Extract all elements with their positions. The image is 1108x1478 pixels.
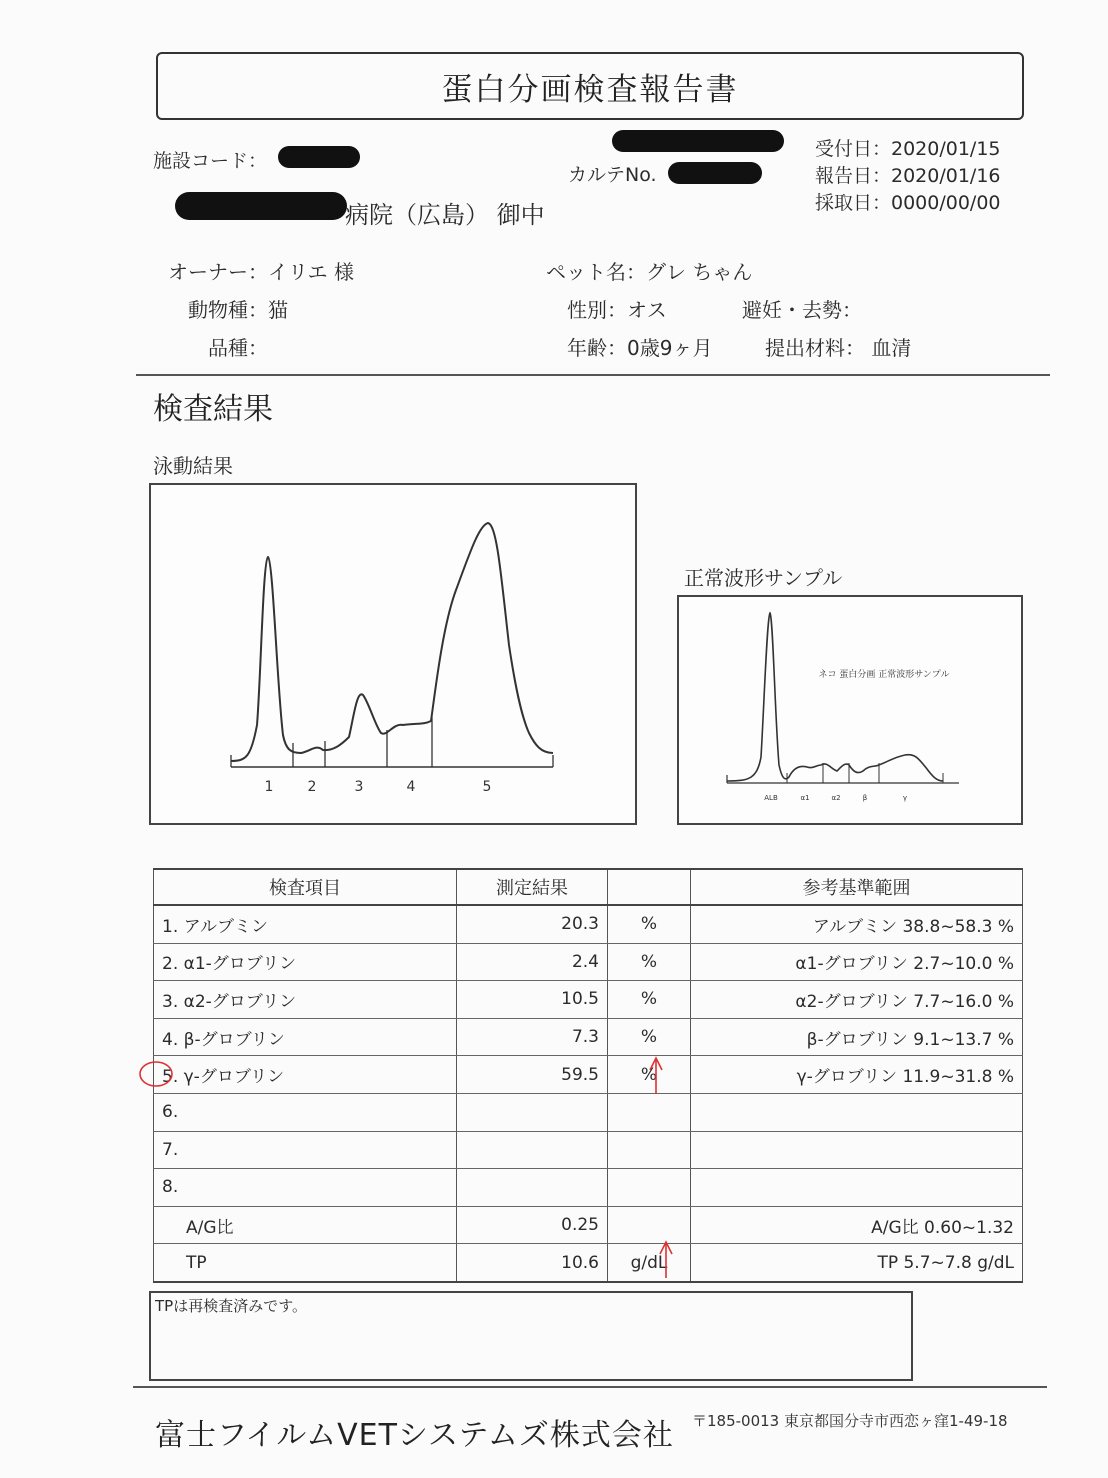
sample-caption: ネコ 蛋白分画 正常波形サンプル xyxy=(818,670,950,680)
sex: 性別：オス xyxy=(567,298,667,322)
row-value: 0.25 xyxy=(457,1206,608,1244)
table-row xyxy=(154,981,1023,1019)
species: 動物種：猫 xyxy=(188,298,288,322)
row-item: 3. α2-グロブリン xyxy=(154,981,457,1019)
row-item: 6. xyxy=(154,1093,457,1131)
divider xyxy=(136,374,1050,376)
row-value: 7.3 xyxy=(457,1018,608,1056)
pet-name: ペット名：グレ ちゃん xyxy=(546,260,753,284)
row-item: TP xyxy=(154,1244,457,1282)
row-ref: β-グロブリン 9.1~13.7 % xyxy=(691,1018,1023,1056)
electrophoresis-chart xyxy=(149,483,637,825)
sample-curve xyxy=(679,597,1021,823)
circle-mark xyxy=(140,1062,172,1086)
tick-label: 2 xyxy=(307,779,317,795)
tick-label: 3 xyxy=(354,779,364,795)
sample-chart xyxy=(677,595,1023,825)
reported-date: 報告日：2020/01/16 xyxy=(815,165,1001,187)
row-ref: α2-グロブリン 7.7~16.0 % xyxy=(691,981,1023,1019)
row-value: 2.4 xyxy=(457,943,608,981)
row-ref: γ-グロブリン 11.9~31.8 % xyxy=(691,1056,1023,1094)
company-name: 富士フイルムVETシステムズ株式会社 xyxy=(155,1418,674,1453)
row-unit: % xyxy=(608,905,691,943)
collected-date: 採取日：0000/00/00 xyxy=(815,192,1001,214)
redacted-facility-code xyxy=(278,146,360,168)
row-value: 10.5 xyxy=(457,981,608,1019)
tick-label: 4 xyxy=(406,779,416,795)
owner: オーナー：イリエ 様 xyxy=(168,260,354,284)
table-header xyxy=(154,869,1023,905)
neuter: 避妊・去勢： xyxy=(742,298,862,322)
tick-label: 5 xyxy=(482,779,492,795)
row-ref: A/G比 0.60~1.32 xyxy=(691,1206,1023,1244)
sample-tick-label: β xyxy=(862,794,868,802)
row-ref: アルブミン 38.8~58.3 % xyxy=(691,905,1023,943)
report-title: 蛋白分画検査報告書 xyxy=(441,72,739,108)
up-arrow-icon xyxy=(650,1058,662,1094)
table-row xyxy=(154,905,1023,943)
received-date: 受付日：2020/01/15 xyxy=(815,138,1001,160)
redacted-karte-no xyxy=(668,162,762,184)
up-arrow-icon xyxy=(660,1242,672,1278)
electrophoresis-title: 泳動結果 xyxy=(153,454,233,478)
sample-title: 正常波形サンプル xyxy=(684,566,843,590)
header-ref: 参考基準範囲 xyxy=(691,869,1023,905)
handwritten-marks xyxy=(130,1040,690,1300)
redacted-id xyxy=(612,130,784,152)
row-item: 1. アルブミン xyxy=(154,905,457,943)
electrophoresis-line xyxy=(231,523,553,761)
header-unit xyxy=(608,869,691,905)
sample-tick-label: ALB xyxy=(764,794,778,802)
tick-label: 1 xyxy=(264,779,274,795)
row-ref: α1-グロブリン 2.7~10.0 % xyxy=(691,943,1023,981)
row-unit: % xyxy=(608,981,691,1019)
row-item: 5. γ-グロブリン xyxy=(154,1056,457,1094)
age: 年齢：0歳9ヶ月 xyxy=(567,336,713,360)
row-value: 20.3 xyxy=(457,905,608,943)
row-ref xyxy=(691,1131,1023,1169)
karte-label: カルテNo. xyxy=(568,164,657,186)
company-address: 〒185-0013 東京都国分寺市西恋ヶ窪1-49-18 xyxy=(692,1412,1008,1430)
hospital-name: 病院（広島） 御中 xyxy=(345,201,545,229)
row-item: 7. xyxy=(154,1131,457,1169)
footer-divider xyxy=(133,1386,1047,1388)
row-unit: % xyxy=(608,943,691,981)
row-item: 4. β-グロブリン xyxy=(154,1018,457,1056)
row-value: 59.5 xyxy=(457,1056,608,1094)
row-ref: TP 5.7~7.8 g/dL xyxy=(691,1244,1023,1282)
row-value: 10.6 xyxy=(457,1244,608,1282)
comment-text: TPは再検査済みです。 xyxy=(155,1297,308,1315)
row-unit: g/dL xyxy=(608,1244,691,1282)
header-result: 測定結果 xyxy=(457,869,608,905)
section-title: 検査結果 xyxy=(153,392,273,427)
comment-box xyxy=(149,1291,913,1381)
sample-line xyxy=(727,613,943,781)
material: 提出材料： 血清 xyxy=(765,336,912,360)
row-ref xyxy=(691,1093,1023,1131)
sample-tick-label: α2 xyxy=(831,794,841,802)
row-item: 2. α1-グロブリン xyxy=(154,943,457,981)
breed: 品種： xyxy=(208,336,268,360)
row-item: 8. xyxy=(154,1169,457,1207)
report-title-box xyxy=(156,52,1024,120)
facility-code-label: 施設コード： xyxy=(153,150,268,172)
row-unit: % xyxy=(608,1056,691,1094)
table-row xyxy=(154,943,1023,981)
redacted-hospital-name xyxy=(175,192,347,220)
row-ref xyxy=(691,1169,1023,1207)
sample-tick-label: α1 xyxy=(800,794,810,802)
electrophoresis-curve xyxy=(151,485,635,823)
sample-tick-label: γ xyxy=(902,794,908,802)
header-item: 検査項目 xyxy=(154,869,457,905)
row-item: A/G比 xyxy=(154,1206,457,1244)
row-unit: % xyxy=(608,1018,691,1056)
